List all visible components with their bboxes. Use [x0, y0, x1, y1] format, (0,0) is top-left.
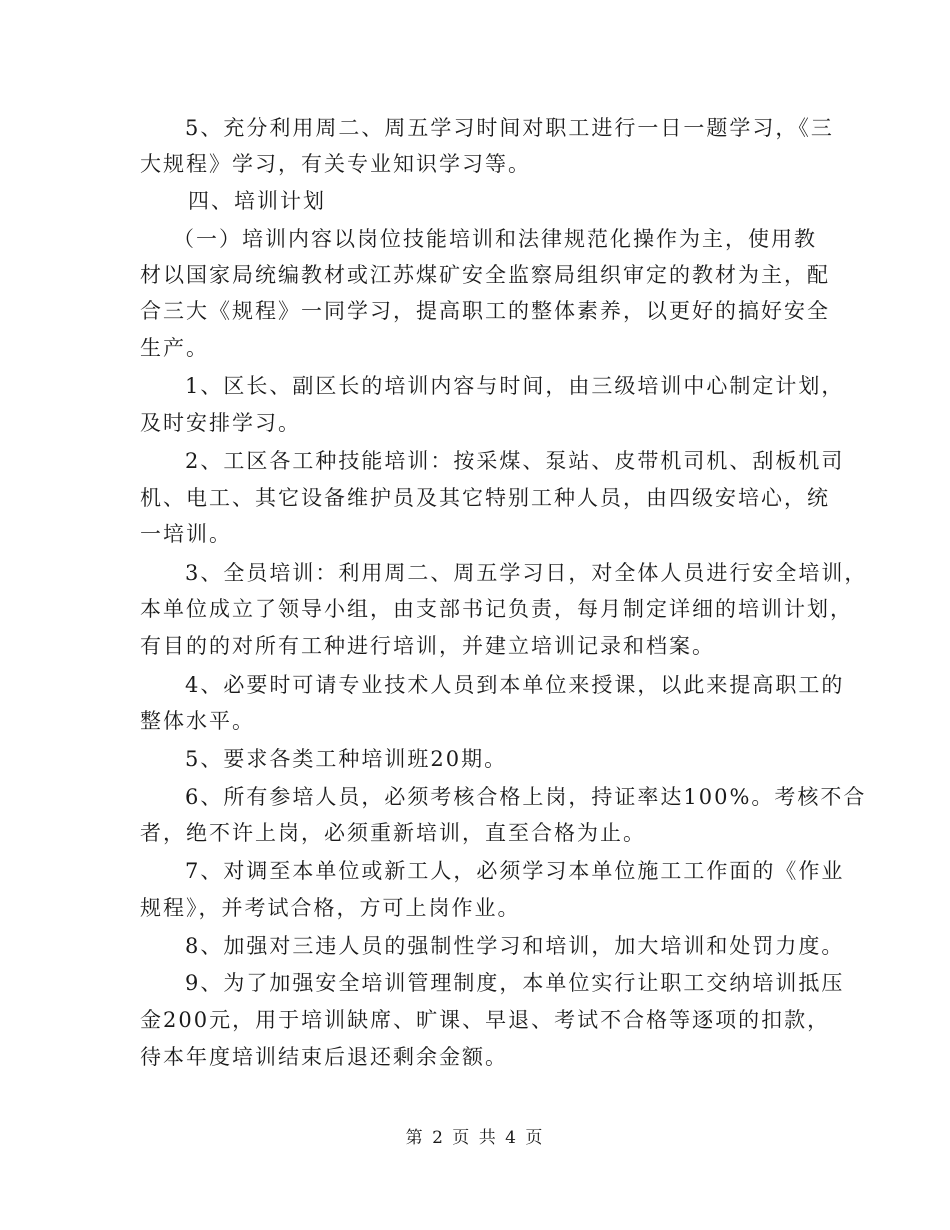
text-line: 7、对调至本单位或新工人，必须学习本单位施工工作面的《作业 — [185, 859, 845, 883]
text-line: 者，绝不许上岗，必须重新培训，直至合格为止。 — [140, 821, 646, 845]
text-line: 8、加强对三违人员的强制性学习和培训，加大培训和处罚力度。 — [185, 934, 845, 958]
text-line: 本单位成立了领导小组，由支部书记负责，每月制定详细的培训计划， — [140, 597, 853, 621]
text-line: 规程》，并考试合格，方可上岗作业。 — [140, 896, 521, 920]
text-line: 机、电工、其它设备维护员及其它特别工种人员，由四级安培心，统 — [140, 486, 830, 510]
text-line: 待本年度培训结束后退还剩余金额。 — [140, 1045, 508, 1069]
text-line: 1、区长、副区长的培训内容与时间，由三级培训中心制定计划， — [185, 374, 845, 398]
text-line: 一培训。 — [140, 522, 232, 546]
text-line: （一）培训内容以岗位技能培训和法律规范化操作为主，使用教 — [173, 227, 817, 251]
text-line: 4、必要时可请专业技术人员到本单位来授课，以此来提高职工的 — [185, 673, 845, 697]
text-line: 6、所有参培人员，必须考核合格上岗，持证率达100%。考核不合 — [185, 785, 867, 809]
text-line: 大规程》学习，有关专业知识学习等。 — [140, 152, 531, 176]
text-line: 5、要求各类工种培训班20期。 — [185, 747, 508, 771]
text-line: 5、充分利用周二、周五学习时间对职工进行一日一题学习，《三 — [185, 116, 834, 140]
text-line: 生产。 — [140, 336, 209, 360]
text-line: 合三大《规程》一同学习，提高职工的整体素养，以更好的搞好安全 — [140, 299, 830, 323]
page-number: 第 2 页 共 4 页 — [405, 1128, 545, 1148]
text-line: 3、全员培训：利用周二、周五学习日，对全体人员进行安全培训， — [185, 561, 868, 585]
text-line: 材以国家局统编教材或江苏煤矿安全监察局组织审定的教材为主，配 — [140, 263, 830, 287]
section-heading: 四、培训计划 — [188, 189, 326, 213]
text-line: 9、为了加强安全培训管理制度，本单位实行让职工交纳培训抵压 — [185, 971, 845, 995]
text-line: 有目的的对所有工种进行培训，并建立培训记录和档案。 — [140, 634, 715, 658]
text-line: 及时安排学习。 — [140, 411, 301, 435]
text-line: 金200元，用于培训缺席、旷课、早退、考试不合格等逐项的扣款， — [140, 1008, 831, 1032]
text-line: 整体水平。 — [140, 709, 255, 733]
text-line: 2、工区各工种技能培训：按采煤、泵站、皮带机司机、刮板机司 — [185, 449, 845, 473]
